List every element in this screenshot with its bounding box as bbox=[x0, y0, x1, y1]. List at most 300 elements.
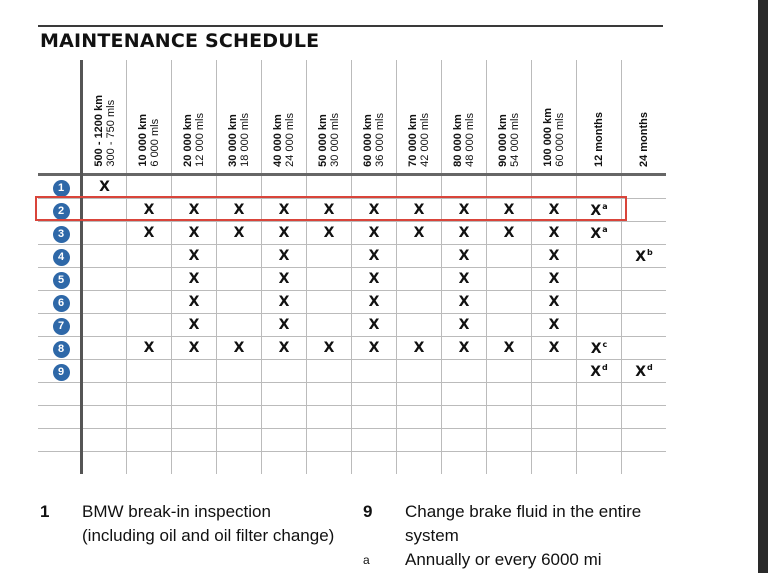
schedule-cell bbox=[622, 268, 667, 291]
schedule-cell bbox=[217, 360, 262, 383]
schedule-cell bbox=[487, 383, 532, 406]
schedule-cell bbox=[442, 383, 487, 406]
schedule-cell bbox=[397, 268, 442, 291]
column-km-label: 50 000 km bbox=[317, 114, 329, 167]
table-row bbox=[38, 175, 666, 199]
footnote-marker: a bbox=[602, 224, 608, 234]
schedule-cell bbox=[577, 291, 622, 314]
schedule-cell bbox=[172, 360, 217, 383]
schedule-cell bbox=[172, 337, 217, 360]
schedule-cell bbox=[397, 337, 442, 360]
column-header bbox=[127, 60, 172, 175]
schedule-cell bbox=[307, 429, 352, 452]
schedule-cell bbox=[532, 452, 577, 475]
schedule-cell bbox=[82, 268, 127, 291]
check-mark: X bbox=[188, 248, 200, 264]
schedule-cell bbox=[127, 199, 172, 222]
schedule-cell bbox=[622, 383, 667, 406]
check-mark: X bbox=[143, 202, 155, 218]
maintenance-table-container bbox=[38, 60, 666, 474]
legend-text: BMW break-in inspection (including oil and oil filter change) bbox=[82, 502, 335, 545]
schedule-cell bbox=[397, 360, 442, 383]
legend-text: Annually or every 6000 mi bbox=[405, 550, 602, 569]
column-miles-label: 6 000 mls bbox=[149, 119, 161, 167]
schedule-cell bbox=[397, 175, 442, 199]
table-header-row bbox=[38, 60, 666, 175]
column-miles-label: 24 000 mls bbox=[284, 113, 296, 167]
page-edge bbox=[758, 0, 768, 573]
schedule-cell bbox=[307, 245, 352, 268]
schedule-cell bbox=[217, 199, 262, 222]
check-mark: X bbox=[233, 202, 245, 218]
schedule-cell bbox=[127, 360, 172, 383]
schedule-cell bbox=[532, 268, 577, 291]
check-mark: X bbox=[278, 271, 290, 287]
row-number-cell bbox=[38, 268, 82, 291]
legend-key: 9 bbox=[363, 502, 373, 521]
schedule-cell bbox=[172, 452, 217, 475]
schedule-cell bbox=[577, 452, 622, 475]
table-row bbox=[38, 222, 666, 245]
schedule-cell bbox=[217, 383, 262, 406]
schedule-cell bbox=[217, 175, 262, 199]
schedule-cell bbox=[217, 452, 262, 475]
schedule-cell bbox=[352, 360, 397, 383]
row-number-cell bbox=[38, 383, 82, 406]
schedule-cell bbox=[487, 222, 532, 245]
column-km-label: 12 months bbox=[593, 111, 605, 167]
schedule-cell bbox=[352, 337, 397, 360]
schedule-cell bbox=[487, 429, 532, 452]
schedule-cell bbox=[127, 452, 172, 475]
check-mark: X bbox=[590, 225, 602, 242]
schedule-cell bbox=[307, 360, 352, 383]
schedule-cell bbox=[532, 245, 577, 268]
schedule-cell bbox=[622, 452, 667, 475]
page-title: MAINTENANCE SCHEDULE bbox=[40, 30, 320, 52]
schedule-cell bbox=[352, 452, 397, 475]
row-number-cell bbox=[38, 314, 82, 337]
schedule-cell bbox=[442, 360, 487, 383]
schedule-cell bbox=[172, 199, 217, 222]
row-number-cell bbox=[38, 360, 82, 383]
schedule-cell bbox=[262, 314, 307, 337]
schedule-cell bbox=[622, 337, 667, 360]
schedule-cell bbox=[622, 406, 667, 429]
footnote-marker: a bbox=[602, 201, 608, 211]
schedule-cell bbox=[532, 406, 577, 429]
check-mark: X bbox=[278, 317, 290, 333]
check-mark: X bbox=[368, 248, 380, 264]
check-mark: X bbox=[458, 271, 470, 287]
column-km-label: 24 months bbox=[638, 111, 650, 167]
table-row bbox=[38, 268, 666, 291]
schedule-cell bbox=[487, 199, 532, 222]
row-number-cell bbox=[38, 175, 82, 199]
row-number-cell bbox=[38, 291, 82, 314]
schedule-cell bbox=[397, 452, 442, 475]
schedule-cell bbox=[172, 383, 217, 406]
schedule-cell bbox=[262, 199, 307, 222]
schedule-cell bbox=[82, 175, 127, 199]
legend-text: Change brake fluid in the entire system bbox=[405, 502, 642, 545]
column-header bbox=[307, 60, 352, 175]
check-mark: X bbox=[635, 363, 647, 380]
column-header bbox=[442, 60, 487, 175]
check-mark: X bbox=[368, 294, 380, 310]
table-row bbox=[38, 406, 666, 429]
schedule-cell bbox=[532, 337, 577, 360]
footnote-marker: d bbox=[602, 362, 608, 372]
check-mark: X bbox=[233, 225, 245, 241]
row-number-badge: 2 bbox=[53, 203, 70, 220]
check-mark: X bbox=[188, 294, 200, 310]
maintenance-schedule-table bbox=[38, 60, 666, 474]
schedule-cell bbox=[397, 222, 442, 245]
schedule-cell bbox=[262, 175, 307, 199]
check-mark: X bbox=[99, 179, 110, 195]
schedule-cell bbox=[577, 360, 622, 383]
column-km-label: 30 000 km bbox=[227, 114, 239, 167]
schedule-cell bbox=[127, 268, 172, 291]
table-row bbox=[38, 452, 666, 475]
column-km-label: 40 000 km bbox=[272, 114, 284, 167]
check-mark: X bbox=[143, 225, 155, 241]
check-mark: X bbox=[458, 340, 470, 356]
check-mark: X bbox=[413, 340, 425, 356]
schedule-cell bbox=[532, 360, 577, 383]
table-row bbox=[38, 245, 666, 268]
schedule-cell bbox=[487, 175, 532, 199]
row-number-cell bbox=[38, 429, 82, 452]
schedule-cell bbox=[397, 429, 442, 452]
table-row bbox=[38, 199, 666, 222]
schedule-cell bbox=[217, 291, 262, 314]
schedule-cell bbox=[307, 175, 352, 199]
schedule-cell bbox=[127, 314, 172, 337]
table-row bbox=[38, 383, 666, 406]
schedule-cell bbox=[397, 383, 442, 406]
schedule-cell bbox=[442, 337, 487, 360]
check-mark: X bbox=[143, 340, 155, 356]
schedule-cell bbox=[172, 429, 217, 452]
check-mark: X bbox=[413, 225, 425, 241]
schedule-cell bbox=[577, 199, 622, 222]
row-number-cell bbox=[38, 245, 82, 268]
column-km-label: 80 000 km bbox=[452, 114, 464, 167]
schedule-cell bbox=[262, 291, 307, 314]
schedule-cell bbox=[127, 337, 172, 360]
schedule-cell bbox=[577, 314, 622, 337]
schedule-cell bbox=[397, 245, 442, 268]
check-mark: X bbox=[548, 248, 560, 264]
check-mark: X bbox=[458, 202, 470, 218]
table-row bbox=[38, 291, 666, 314]
schedule-cell bbox=[442, 429, 487, 452]
schedule-cell bbox=[532, 314, 577, 337]
row-number-cell bbox=[38, 452, 82, 475]
schedule-cell bbox=[622, 291, 667, 314]
schedule-cell bbox=[217, 429, 262, 452]
schedule-cell bbox=[262, 452, 307, 475]
check-mark: X bbox=[368, 202, 380, 218]
check-mark: X bbox=[458, 225, 470, 241]
schedule-cell bbox=[577, 406, 622, 429]
schedule-cell bbox=[622, 199, 667, 222]
schedule-cell bbox=[532, 199, 577, 222]
check-mark: X bbox=[590, 202, 602, 219]
schedule-cell bbox=[82, 383, 127, 406]
schedule-cell bbox=[82, 429, 127, 452]
column-miles-label: 48 000 mls bbox=[464, 113, 476, 167]
row-number-badge: 3 bbox=[53, 226, 70, 243]
schedule-cell bbox=[397, 406, 442, 429]
column-miles-label: 300 - 750 mls bbox=[104, 100, 117, 167]
column-miles-label: 60 000 mls bbox=[554, 113, 566, 167]
schedule-cell bbox=[307, 383, 352, 406]
schedule-cell bbox=[532, 429, 577, 452]
schedule-cell bbox=[577, 337, 622, 360]
row-number-cell bbox=[38, 199, 82, 222]
column-header bbox=[172, 60, 217, 175]
schedule-cell bbox=[622, 314, 667, 337]
schedule-cell bbox=[307, 314, 352, 337]
column-miles-label: 12 000 mls bbox=[194, 113, 206, 167]
schedule-cell bbox=[82, 360, 127, 383]
schedule-cell bbox=[172, 314, 217, 337]
top-rule bbox=[38, 25, 663, 27]
schedule-cell bbox=[307, 222, 352, 245]
schedule-cell bbox=[352, 222, 397, 245]
check-mark: X bbox=[323, 202, 335, 218]
column-header bbox=[532, 60, 577, 175]
schedule-cell bbox=[217, 337, 262, 360]
schedule-cell bbox=[82, 406, 127, 429]
schedule-cell bbox=[487, 406, 532, 429]
schedule-cell bbox=[577, 383, 622, 406]
table-row bbox=[38, 429, 666, 452]
check-mark: X bbox=[548, 317, 560, 333]
schedule-cell bbox=[622, 429, 667, 452]
schedule-cell bbox=[397, 291, 442, 314]
column-km-label: 20 000 km bbox=[182, 114, 194, 167]
schedule-cell bbox=[577, 175, 622, 199]
schedule-cell bbox=[82, 452, 127, 475]
check-mark: X bbox=[188, 225, 200, 241]
schedule-cell bbox=[127, 429, 172, 452]
footnote-marker: c bbox=[602, 339, 608, 349]
schedule-cell bbox=[127, 245, 172, 268]
check-mark: X bbox=[590, 340, 602, 357]
schedule-cell bbox=[442, 222, 487, 245]
column-km-label: 90 000 km bbox=[497, 114, 509, 167]
table-row bbox=[38, 360, 666, 383]
schedule-cell bbox=[577, 268, 622, 291]
column-header bbox=[82, 60, 127, 175]
header-corner bbox=[38, 60, 82, 175]
schedule-cell bbox=[172, 175, 217, 199]
schedule-cell bbox=[487, 360, 532, 383]
schedule-cell bbox=[442, 175, 487, 199]
schedule-cell bbox=[262, 222, 307, 245]
schedule-cell bbox=[622, 222, 667, 245]
schedule-cell bbox=[172, 222, 217, 245]
schedule-cell bbox=[172, 406, 217, 429]
schedule-cell bbox=[397, 199, 442, 222]
check-mark: X bbox=[368, 225, 380, 241]
schedule-cell bbox=[217, 245, 262, 268]
schedule-cell bbox=[262, 337, 307, 360]
check-mark: X bbox=[278, 294, 290, 310]
schedule-cell bbox=[172, 291, 217, 314]
check-mark: X bbox=[548, 271, 560, 287]
schedule-cell bbox=[262, 268, 307, 291]
check-mark: X bbox=[548, 202, 560, 218]
schedule-cell bbox=[352, 383, 397, 406]
column-miles-label: 30 000 mls bbox=[329, 113, 341, 167]
column-km-label: 70 000 km bbox=[407, 114, 419, 167]
check-mark: X bbox=[548, 225, 560, 241]
check-mark: X bbox=[323, 225, 335, 241]
row-number-badge: 1 bbox=[53, 180, 70, 197]
schedule-cell bbox=[127, 222, 172, 245]
row-number-badge: 4 bbox=[53, 249, 70, 266]
schedule-cell bbox=[442, 268, 487, 291]
schedule-cell bbox=[622, 175, 667, 199]
schedule-cell bbox=[307, 452, 352, 475]
legend-key: 1 bbox=[40, 502, 50, 521]
schedule-cell bbox=[352, 291, 397, 314]
schedule-cell bbox=[532, 383, 577, 406]
check-mark: X bbox=[188, 202, 200, 218]
row-number-badge: 8 bbox=[53, 341, 70, 358]
schedule-cell bbox=[442, 291, 487, 314]
schedule-cell bbox=[127, 383, 172, 406]
schedule-cell bbox=[442, 452, 487, 475]
schedule-cell bbox=[532, 175, 577, 199]
schedule-cell bbox=[442, 314, 487, 337]
row-number-cell bbox=[38, 406, 82, 429]
check-mark: X bbox=[503, 225, 515, 241]
table-row bbox=[38, 314, 666, 337]
row-number-cell bbox=[38, 337, 82, 360]
schedule-cell bbox=[577, 429, 622, 452]
schedule-cell bbox=[217, 268, 262, 291]
row-number-badge: 7 bbox=[53, 318, 70, 335]
schedule-cell bbox=[487, 268, 532, 291]
column-km-label: 10 000 km bbox=[137, 114, 149, 167]
check-mark: X bbox=[368, 271, 380, 287]
schedule-cell bbox=[217, 222, 262, 245]
schedule-cell bbox=[487, 245, 532, 268]
check-mark: X bbox=[188, 340, 200, 356]
check-mark: X bbox=[503, 202, 515, 218]
column-km-label: 60 000 km bbox=[362, 114, 374, 167]
row-number-badge: 5 bbox=[53, 272, 70, 289]
schedule-cell bbox=[217, 314, 262, 337]
schedule-cell bbox=[82, 291, 127, 314]
schedule-cell bbox=[307, 337, 352, 360]
row-number-badge: 9 bbox=[53, 364, 70, 381]
schedule-cell bbox=[622, 245, 667, 268]
check-mark: X bbox=[323, 340, 335, 356]
schedule-cell bbox=[442, 245, 487, 268]
check-mark: X bbox=[503, 340, 515, 356]
schedule-cell bbox=[442, 406, 487, 429]
schedule-cell bbox=[127, 406, 172, 429]
schedule-cell bbox=[622, 360, 667, 383]
column-km-label: 100 000 km bbox=[542, 108, 554, 167]
check-mark: X bbox=[590, 363, 602, 380]
schedule-cell bbox=[532, 222, 577, 245]
schedule-cell bbox=[307, 268, 352, 291]
schedule-cell bbox=[442, 199, 487, 222]
column-header bbox=[217, 60, 262, 175]
row-number-cell bbox=[38, 222, 82, 245]
schedule-cell bbox=[172, 245, 217, 268]
check-mark: X bbox=[188, 317, 200, 333]
schedule-cell bbox=[127, 291, 172, 314]
schedule-cell bbox=[577, 222, 622, 245]
schedule-cell bbox=[307, 291, 352, 314]
schedule-cell bbox=[307, 406, 352, 429]
schedule-cell bbox=[127, 175, 172, 199]
check-mark: X bbox=[458, 294, 470, 310]
schedule-cell bbox=[352, 175, 397, 199]
schedule-cell bbox=[262, 383, 307, 406]
schedule-cell bbox=[172, 268, 217, 291]
legend-key: a bbox=[363, 553, 370, 567]
column-header bbox=[487, 60, 532, 175]
schedule-cell bbox=[352, 199, 397, 222]
check-mark: X bbox=[458, 317, 470, 333]
schedule-cell bbox=[352, 429, 397, 452]
column-miles-label: 42 000 mls bbox=[419, 113, 431, 167]
schedule-cell bbox=[82, 199, 127, 222]
column-miles-label: 54 000 mls bbox=[509, 113, 521, 167]
schedule-cell bbox=[487, 291, 532, 314]
column-header bbox=[397, 60, 442, 175]
column-header bbox=[352, 60, 397, 175]
schedule-cell bbox=[487, 314, 532, 337]
check-mark: X bbox=[413, 202, 425, 218]
check-mark: X bbox=[278, 340, 290, 356]
schedule-cell bbox=[217, 406, 262, 429]
column-header bbox=[577, 60, 622, 175]
schedule-cell bbox=[352, 268, 397, 291]
check-mark: X bbox=[458, 248, 470, 264]
column-miles-label: 36 000 mls bbox=[374, 113, 386, 167]
table-row bbox=[38, 337, 666, 360]
schedule-cell bbox=[262, 429, 307, 452]
column-miles-label: 18 000 mls bbox=[239, 113, 251, 167]
check-mark: X bbox=[635, 248, 647, 265]
schedule-cell bbox=[352, 314, 397, 337]
check-mark: X bbox=[278, 225, 290, 241]
schedule-cell bbox=[352, 406, 397, 429]
schedule-cell bbox=[307, 199, 352, 222]
check-mark: X bbox=[368, 317, 380, 333]
footnote-marker: b bbox=[647, 247, 653, 257]
schedule-cell bbox=[82, 337, 127, 360]
schedule-cell bbox=[262, 245, 307, 268]
schedule-cell bbox=[532, 291, 577, 314]
column-header bbox=[262, 60, 307, 175]
footnote-marker: d bbox=[647, 362, 653, 372]
check-mark: X bbox=[278, 248, 290, 264]
check-mark: X bbox=[368, 340, 380, 356]
schedule-cell bbox=[397, 314, 442, 337]
